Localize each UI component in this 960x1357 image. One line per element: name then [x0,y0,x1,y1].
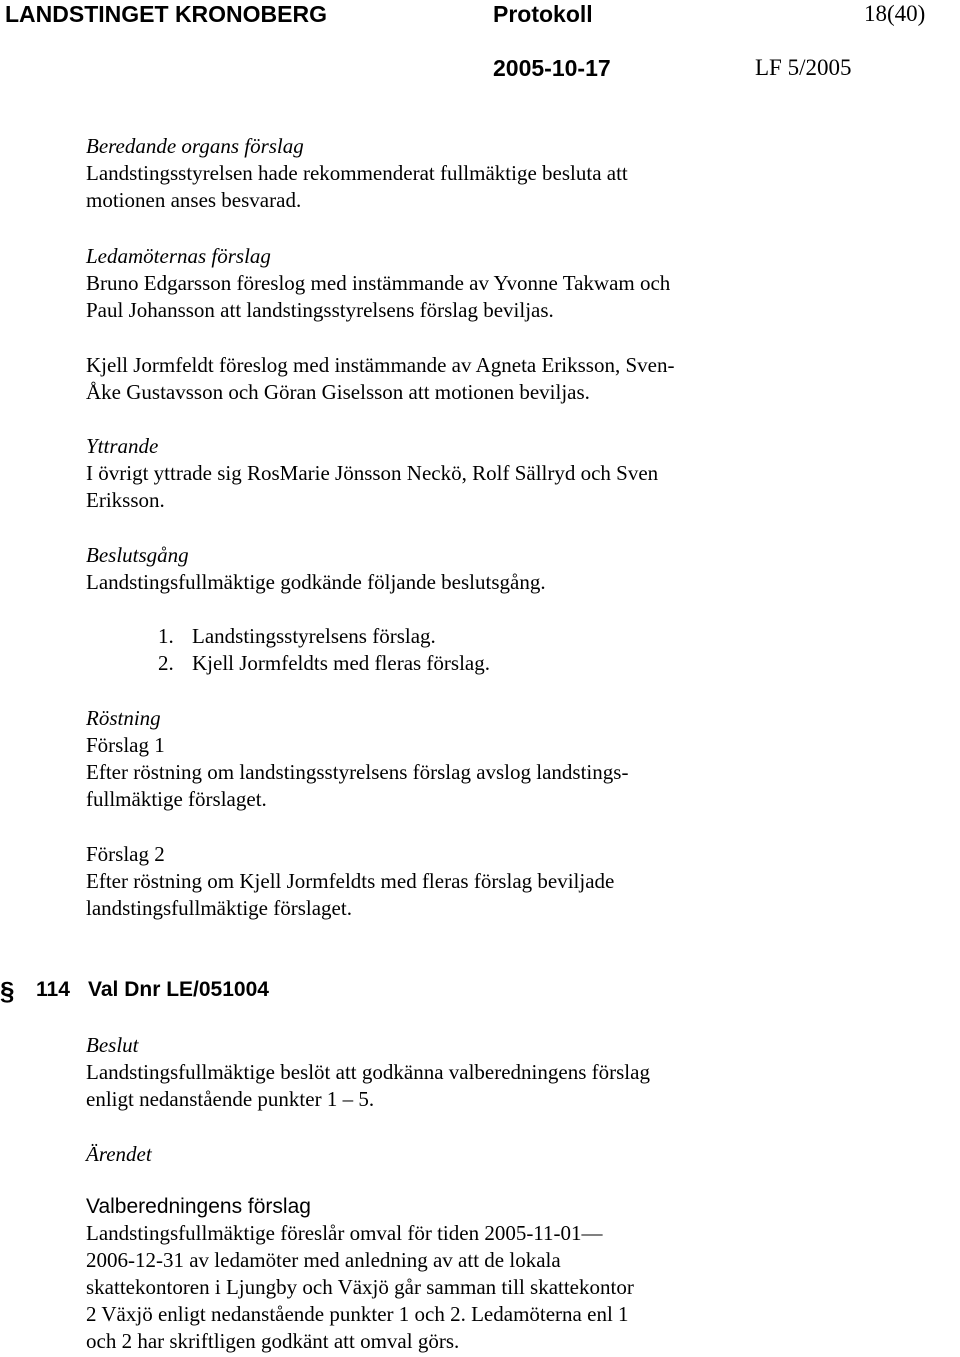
paragraph-title: Val Dnr LE/051004 [88,978,269,1001]
document-ref: LF 5/2005 [755,55,852,80]
beslut-heading: Beslut [86,1033,139,1057]
valberedning-line-4: 2 Växjö enligt nedanstående punkter 1 och 2. Ledamöterna enl 1 [86,1302,629,1326]
list-item-number: 1. [158,624,174,648]
beslutsgang-heading: Beslutsgång [86,543,189,567]
yttrande-section [86,433,906,514]
paragraph-symbol: § [0,976,15,1006]
document-date: 2005-10-17 [493,55,611,81]
list-item [158,650,490,677]
valberedning-line-2: 2006-12-31 av ledamöter med anledning av att de lokala [86,1248,561,1272]
yttrande-line-1: I övrigt yttrade sig RosMarie Jönsson Neckö, Rolf Sällryd och Sven [86,461,659,485]
beredande-heading: Beredande organs förslag [86,134,304,158]
forslag-1-line-2: fullmäktige förslaget. [86,787,267,811]
yttrande-heading: Yttrande [86,434,159,458]
beredande-section [86,133,906,214]
forslag-2-line-1: Efter röstning om Kjell Jormfeldts med fleras förslag beviljade [86,869,615,893]
forslag-2-label: Förslag 2 [86,842,165,866]
list-item-text: Landstingsstyrelsens förslag. [192,624,436,648]
rostning-heading: Röstning [86,706,161,730]
valberedning-line-5: och 2 har skriftligen godkänt att omval görs. [86,1329,460,1353]
forslag-1-label: Förslag 1 [86,733,165,757]
valberedning-line-3: skattekontoren i Ljungby och Växjö går samman till skattekontor [86,1275,634,1299]
ledamoter-p2 [86,352,906,406]
ledamoter-p1-line-2: Paul Johansson att landstingsstyrelsens förslag beviljas. [86,298,554,322]
list-item [158,623,490,650]
ledamoter-p2-line-2: Åke Gustavsson och Göran Giselsson att motionen beviljas. [86,380,590,404]
ledamoter-section [86,243,906,324]
org-name: LANDSTINGET KRONOBERG [5,1,327,27]
beslut-line-1: Landstingsfullmäktige beslöt att godkänna valberedningens förslag [86,1060,650,1084]
arendet-section [86,1141,906,1168]
yttrande-line-2: Eriksson. [86,488,165,512]
arendet-heading: Ärendet [86,1142,152,1166]
valberedning-line-1: Landstingsfullmäktige föreslår omval för tiden 2005-11-01— [86,1221,603,1245]
page-number: 18(40) [864,1,926,26]
beredande-line-2: motionen anses besvarad. [86,188,302,212]
ledamoter-heading: Ledamöternas förslag [86,244,271,268]
paragraph-number: 114 [36,978,70,1001]
beredande-line-1: Landstingsstyrelsen hade rekommenderat fullmäktige besluta att [86,161,628,185]
ledamoter-p1-line-1: Bruno Edgarsson föreslog med instämmande av Yvonne Takwam och [86,271,671,295]
doc-type: Protokoll [493,1,593,27]
beslutsgang-section [86,542,906,596]
forslag-2-block [86,841,906,922]
rostning-section [86,705,906,813]
beslut-line-2: enligt nedanstående punkter 1 – 5. [86,1087,375,1111]
valberedning-heading: Valberedningens förslag [86,1195,311,1218]
beslutsgang-line-1: Landstingsfullmäktige godkände följande beslutsgång. [86,570,546,594]
ledamoter-p2-line-1: Kjell Jormfeldt föreslog med instämmande av Agneta Eriksson, Sven- [86,353,675,377]
list-item-text: Kjell Jormfeldts med fleras förslag. [192,651,490,675]
list-item-number: 2. [158,651,174,675]
beslutsgang-list [158,623,490,677]
beslut-section [86,1032,906,1113]
valberedning-section [86,1193,906,1355]
forslag-1-line-1: Efter röstning om landstingsstyrelsens förslag avslog landstings- [86,760,629,784]
forslag-2-line-2: landstingsfullmäktige förslaget. [86,896,352,920]
